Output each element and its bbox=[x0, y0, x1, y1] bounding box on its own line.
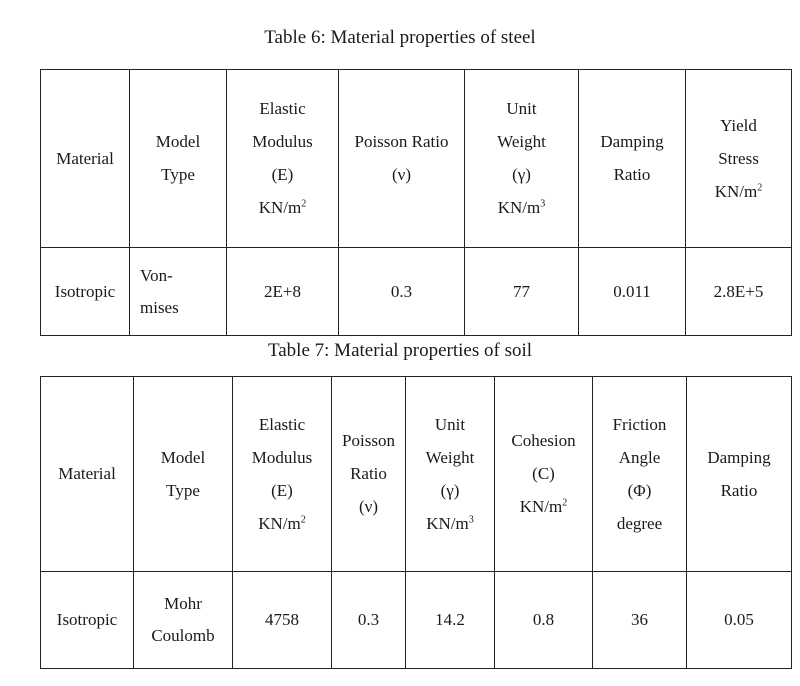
header-material: Material bbox=[41, 70, 130, 248]
header-elastic-modulus: Elastic Modulus (E) $KN/m^2$ bbox=[233, 377, 332, 572]
header-cohesion: Cohesion (C) $KN/m^2$ bbox=[495, 377, 593, 572]
cell-damping-ratio: 0.05 bbox=[687, 572, 792, 669]
steel-properties-table bbox=[40, 69, 792, 336]
header-elastic-modulus: Elastic Modulus (E) $KN/m^2$ bbox=[227, 70, 339, 248]
cell-model-type: Mohr Coulomb bbox=[134, 572, 233, 669]
cell-poisson-ratio: 0.3 bbox=[332, 572, 406, 669]
cell-elastic-modulus: 4758 bbox=[233, 572, 332, 669]
table-row bbox=[41, 248, 792, 336]
header-model-type: Model Type bbox=[130, 70, 227, 248]
header-damping-ratio: Damping Ratio bbox=[687, 377, 792, 572]
header-unit-weight: Unit Weight (γ) $KN/m^3$ bbox=[406, 377, 495, 572]
header-material: Material bbox=[41, 377, 134, 572]
soil-properties-table bbox=[40, 376, 792, 669]
cell-material: Isotropic bbox=[41, 572, 134, 669]
cell-elastic-modulus: 2E+8 bbox=[227, 248, 339, 336]
cell-poisson-ratio: 0.3 bbox=[339, 248, 465, 336]
header-damping-ratio: Damping Ratio bbox=[579, 70, 686, 248]
table-header-row bbox=[41, 70, 792, 248]
table6-caption: Table 6: Material properties of steel bbox=[264, 27, 536, 48]
header-unit-weight: Unit Weight (γ) $KN/m^3$ bbox=[465, 70, 579, 248]
cell-material: Isotropic bbox=[41, 248, 130, 336]
table-header-row bbox=[41, 377, 792, 572]
cell-yield-stress: 2.8E+5 bbox=[686, 248, 792, 336]
header-poisson-ratio: Poisson Ratio (ν) bbox=[339, 70, 465, 248]
cell-damping-ratio: 0.011 bbox=[579, 248, 686, 336]
cell-unit-weight: 14.2 bbox=[406, 572, 495, 669]
header-friction-angle: Friction Angle (Φ) degree bbox=[593, 377, 687, 572]
table-row bbox=[41, 572, 792, 669]
header-poisson-ratio: Poisson Ratio (ν) bbox=[332, 377, 406, 572]
header-yield-stress: Yield Stress $KN/m^2$ bbox=[686, 70, 792, 248]
cell-model-type: Von- mises bbox=[130, 248, 227, 336]
header-model-type: Model Type bbox=[134, 377, 233, 572]
cell-unit-weight: 77 bbox=[465, 248, 579, 336]
table7-caption: Table 7: Material properties of soil bbox=[267, 340, 533, 361]
cell-friction-angle: 36 bbox=[593, 572, 687, 669]
cell-cohesion: 0.8 bbox=[495, 572, 593, 669]
